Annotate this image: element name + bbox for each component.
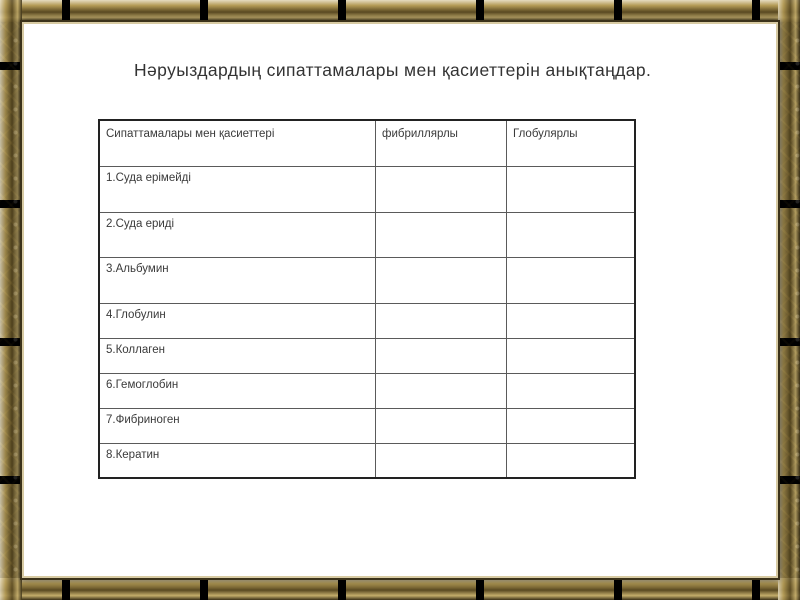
cell-fibrillar[interactable] xyxy=(376,303,507,338)
table-row xyxy=(99,257,635,303)
cell-globular[interactable] xyxy=(507,303,636,338)
cell-fibrillar[interactable] xyxy=(376,166,507,212)
row-label: 8.Кератин xyxy=(99,443,376,478)
row-label: 4.Глобулин xyxy=(99,303,376,338)
table-row xyxy=(99,373,635,408)
header-properties: Сипаттамалары мен қасиеттері xyxy=(99,120,376,166)
table-row xyxy=(99,212,635,257)
row-label: 6.Гемоглобин xyxy=(99,373,376,408)
row-label: 3.Альбумин xyxy=(99,257,376,303)
cell-fibrillar[interactable] xyxy=(376,443,507,478)
cell-fibrillar[interactable] xyxy=(376,408,507,443)
cell-fibrillar[interactable] xyxy=(376,338,507,373)
ornamental-frame-bottom xyxy=(0,578,800,600)
cell-globular[interactable] xyxy=(507,338,636,373)
cell-globular[interactable] xyxy=(507,373,636,408)
table-row xyxy=(99,303,635,338)
table-row xyxy=(99,166,635,212)
protein-properties-table xyxy=(98,119,636,479)
ornamental-frame-top xyxy=(0,0,800,22)
table-row xyxy=(99,443,635,478)
header-globular: Глобулярлы xyxy=(507,120,636,166)
table-row xyxy=(99,408,635,443)
cell-fibrillar[interactable] xyxy=(376,212,507,257)
table-header-row xyxy=(99,120,635,166)
ornamental-frame-left xyxy=(0,0,22,600)
cell-globular[interactable] xyxy=(507,408,636,443)
row-label: 7.Фибриноген xyxy=(99,408,376,443)
cell-globular[interactable] xyxy=(507,166,636,212)
table-row xyxy=(99,338,635,373)
row-label: 5.Коллаген xyxy=(99,338,376,373)
ornamental-frame-right xyxy=(778,0,800,600)
row-label: 2.Суда ериді xyxy=(99,212,376,257)
cell-globular[interactable] xyxy=(507,257,636,303)
header-fibrillar: фибриллярлы xyxy=(376,120,507,166)
cell-fibrillar[interactable] xyxy=(376,257,507,303)
cell-fibrillar[interactable] xyxy=(376,373,507,408)
slide-title: Нәруыздардың сипаттамалары мен қасиеттерін анықтаңдар. xyxy=(134,60,652,80)
cell-globular[interactable] xyxy=(507,212,636,257)
row-label: 1.Суда ерімейді xyxy=(99,166,376,212)
content-panel xyxy=(24,24,776,576)
cell-globular[interactable] xyxy=(507,443,636,478)
